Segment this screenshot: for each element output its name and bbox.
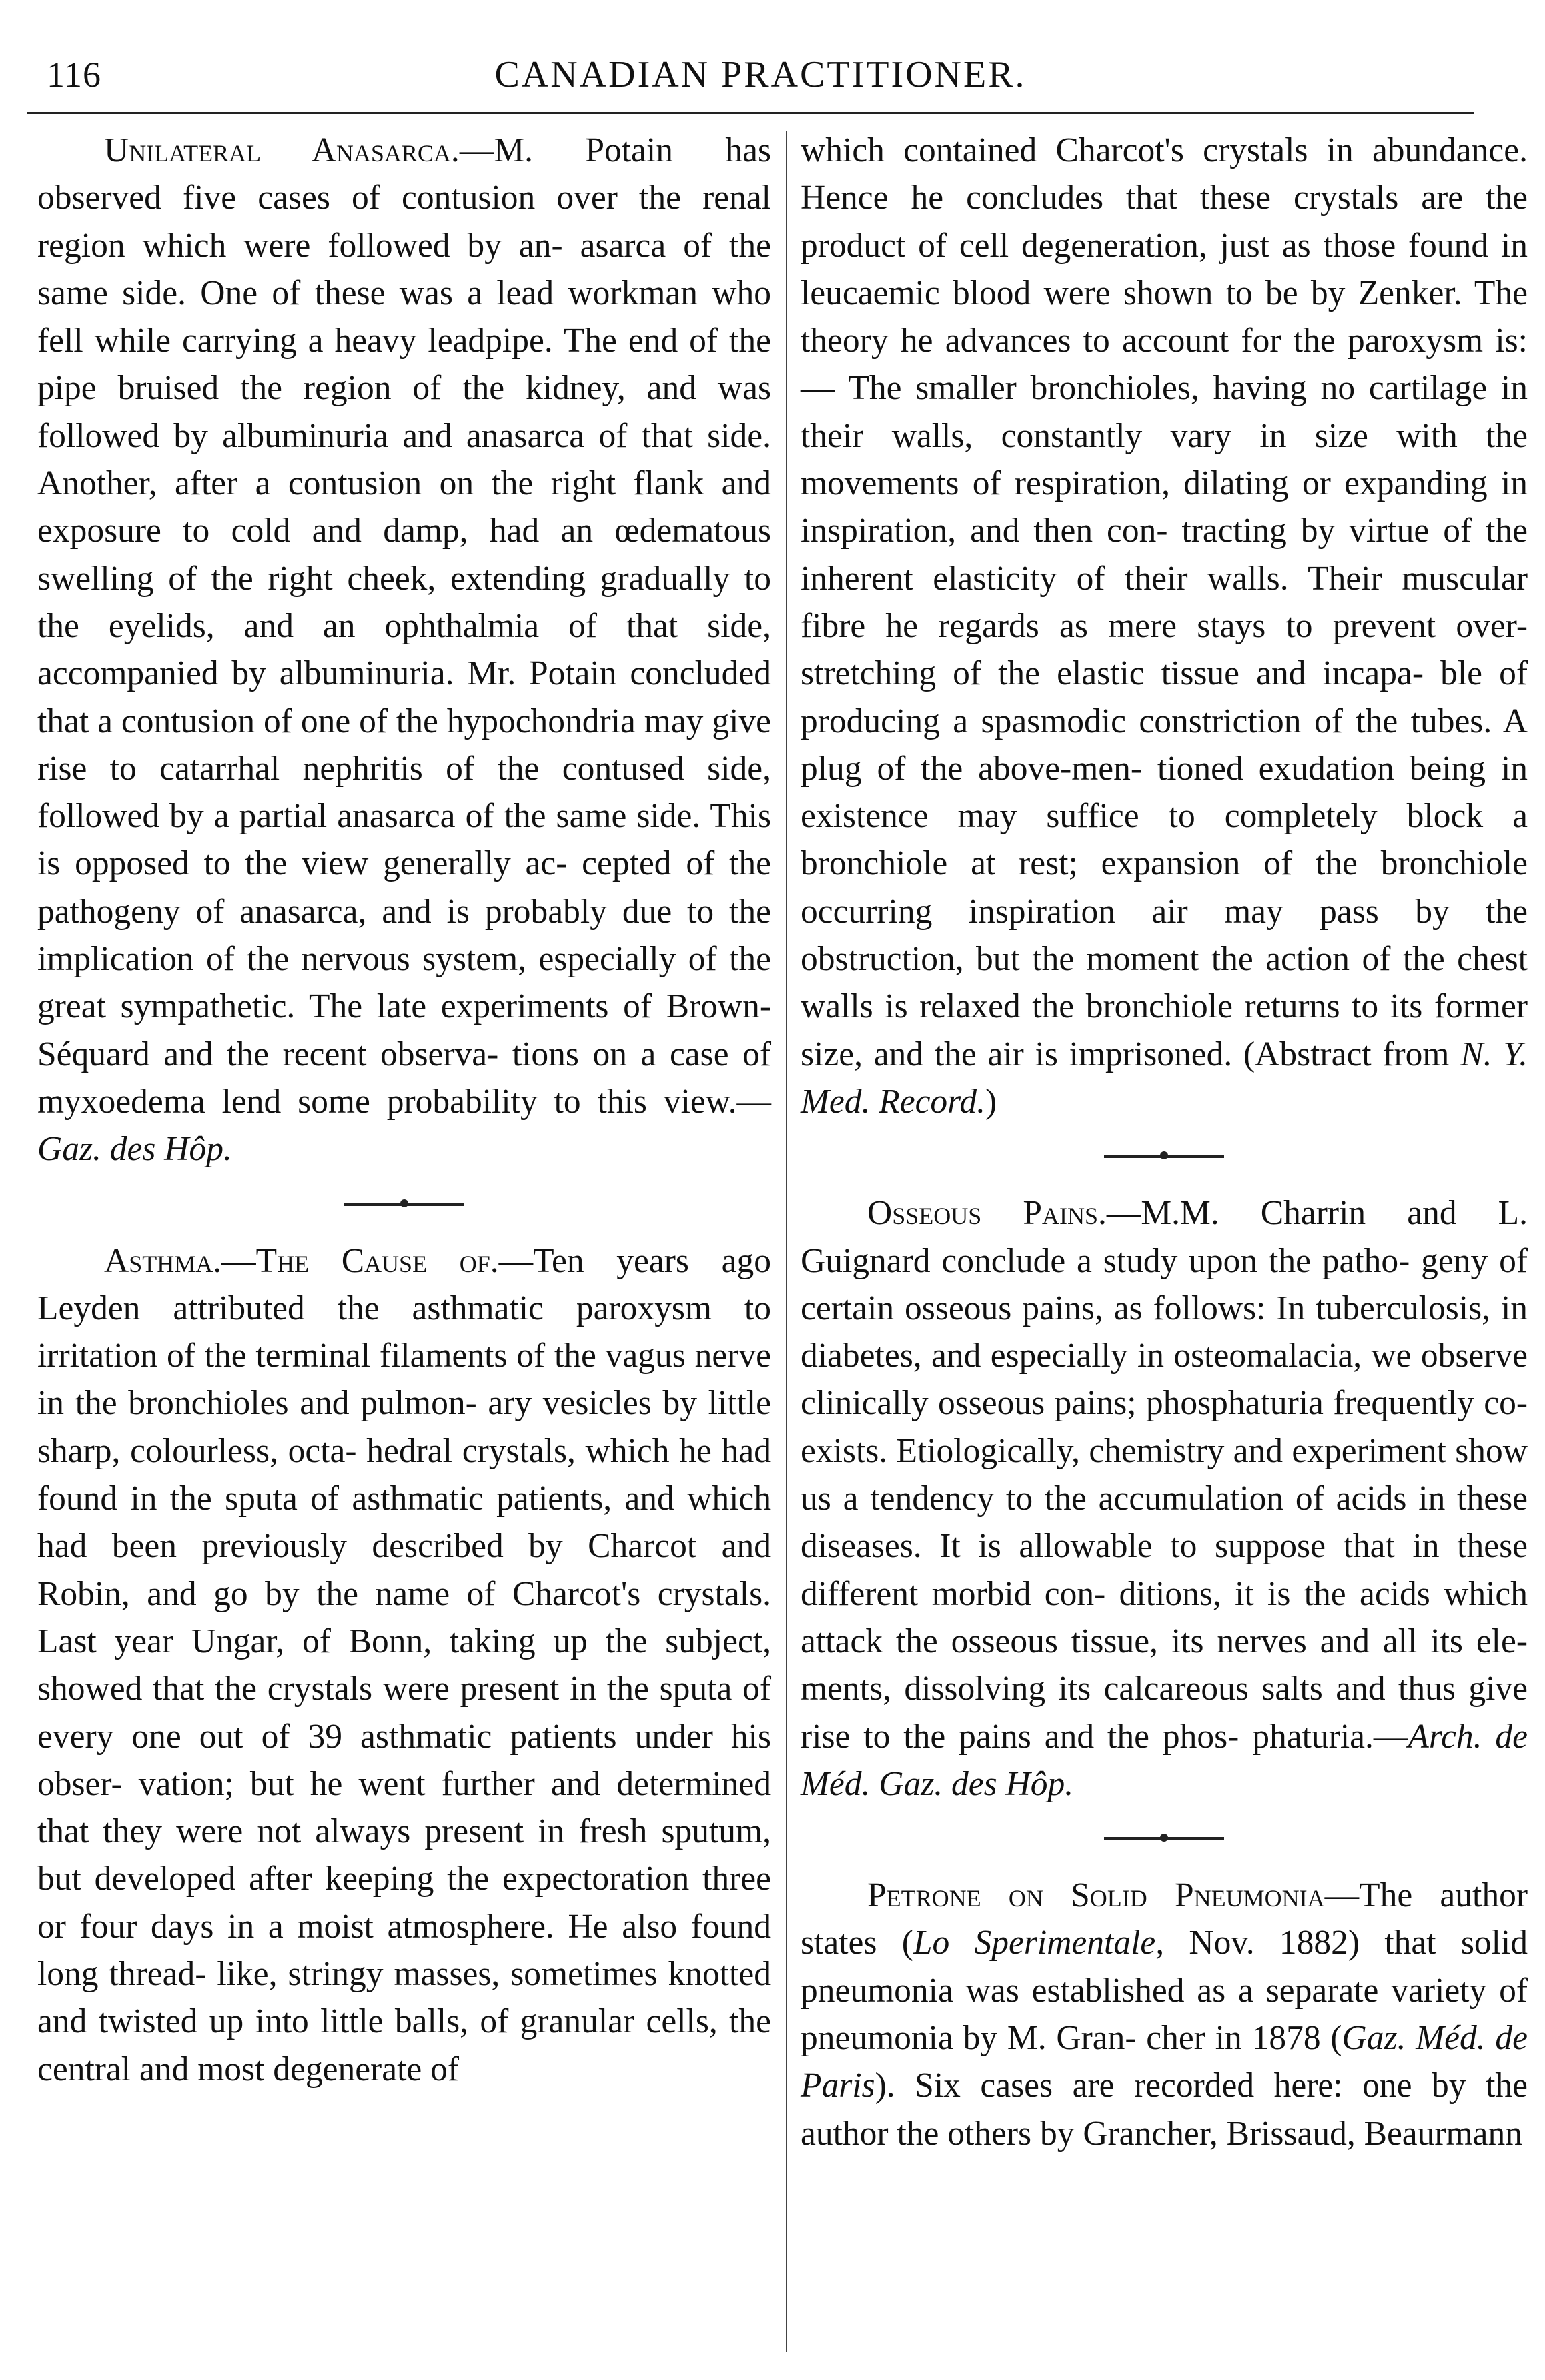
article-osseous-pains xyxy=(801,1189,1528,1808)
article-heading: Asthma.—The Cause of. xyxy=(104,1241,499,1280)
article-body: —M. Potain has observed five cases of contusion over the renal region which were followed by an- asarca of the same side. One of these was a lead workman who fell while carrying a heavy leadpipe. The end of the pipe bruised the region of the kidney, and was followed by albuminuria and anasarca of that side. Another, after a contusion on the right flank and exposure to cold and damp, had an œdematous swelling of the right cheek, extending gradually to the eyelids, and an ophthalmia of that side, accompanied by albuminuria. Mr. Potain concluded that a contusion of one of the hypochondria may give rise to catarrhal nephritis of the contused side, followed by a partial anasarca of the same side. This is opposed to the view generally ac- cepted of the pathogeny of anasarca, and is probably due to the implication of the nervous system, especially of the great sympathetic. The late experiments of Brown-Séquard and the recent observa- tions on a case of myxoedema lend some probability to this view.— xyxy=(37,131,772,1121)
page-header xyxy=(47,48,1474,101)
article-source: Gaz. Méd. de Paris xyxy=(801,2018,1528,2105)
article-source: Arch. de Méd. Gaz. des Hôp. xyxy=(801,1717,1528,1803)
column-divider xyxy=(786,131,787,2352)
article-heading: Unilateral Anasarca. xyxy=(104,131,460,169)
article-asthma xyxy=(37,1237,771,2093)
closing-paren: ) xyxy=(985,1082,997,1121)
article-unilateral-anasarca xyxy=(37,127,771,1173)
journal-name: Lo Sperimentale, xyxy=(913,1924,1165,1962)
section-separator xyxy=(801,1808,1528,1872)
section-separator xyxy=(37,1173,771,1237)
header-rule xyxy=(27,112,1474,114)
article-heading: Osseous Pains. xyxy=(867,1194,1107,1233)
section-separator xyxy=(801,1125,1528,1189)
page-number: 116 xyxy=(47,55,101,95)
article-body: which contained Charcot's crystals in abundance. Hence he concludes that these crystals are the product of cell degeneration, just as those found in leucaemic blood were shown to be by Zenker. The theory he advances to account for the paroxysm is:— The smaller bronchioles, having no cartilage in their walls, constantly vary in size with the movements of respiration, dilating or expanding in inspiration, and then con- tracting by virtue of the inherent elasticity of their walls. Their muscular fibre he regards as mere stays to prevent over- stretching of the elastic tissue and incapa- ble of producing a spasmodic constriction of the tubes. A plug of the above-men- tioned exudation being in existence may suffice to completely block a bronchiole at rest; expansion of the bronchiole occurring inspiration air may pass by the obstruction, but the moment the action of the chest walls is relaxed the bronchiole returns to its former size, and the air is imprisoned. (Abstract from xyxy=(801,131,1528,1073)
article-source: N. Y. Med. Record. xyxy=(801,1035,1528,1121)
article-body: —M.M. Charrin and L. Guignard conclude a study upon the patho- geny of certain osseous pains, as follows: In tuberculosis, in diabetes, and especially in osteomalacia, we observe clinically osseous pains; phosphaturia frequently co-exists. Etiologically, chemistry and experiment show us a tendency to the accumulation of acids in these diseases. It is allowable to suppose that in these different morbid con- ditions, it is the acids which attack the osseous tissue, its nerves and all its ele- ments, dissolving its calcareous salts and thus give rise to the pains and the phos- phaturia.— xyxy=(801,1194,1528,1756)
article-body: —Ten years ago Leyden attributed the asthmatic paroxysm to irritation of the terminal filaments of the vagus nerve in the bronchioles and pulmon- ary vesicles by little sharp, colourless, octa- hedral crystals, which he had found in the sputa of asthmatic patients, and which had been previously described by Charcot and Robin, and go by the name of Charcot's crystals. Last year Ungar, of Bonn, taking up the subject, showed that the crystals were present in the sputa of every one out of 39 asthmatic patients under his obser- vation; but he went further and determined that they were not always present in fresh sputum, but developed after keeping the expectoration three or four days in a moist atmosphere. He also found long thread- like, stringy masses, sometimes knotted and twisted up into little balls, of granular cells, the central and most degenerate of xyxy=(37,1241,771,2089)
article-heading: Petrone on Solid Pneumonia xyxy=(867,1876,1325,1915)
right-column xyxy=(801,127,1528,2340)
left-column xyxy=(37,127,771,2340)
article-body: —The author states ( xyxy=(801,1876,1528,1962)
article-source: Gaz. des Hôp. xyxy=(37,1130,232,1169)
article-body: Nov. 1882) that solid pneumonia was established as a separate variety of pneumonia by M. Gran- cher in 1878 ( xyxy=(801,1924,1528,2057)
article-body: ). Six cases are recorded here: one by the author the others by Grancher, Brissaud, Beaurmann xyxy=(801,2066,1528,2153)
article-asthma-continued xyxy=(801,127,1528,1125)
running-title: CANADIAN PRACTITIONER. xyxy=(494,54,1027,95)
article-petrone xyxy=(801,1872,1528,2157)
